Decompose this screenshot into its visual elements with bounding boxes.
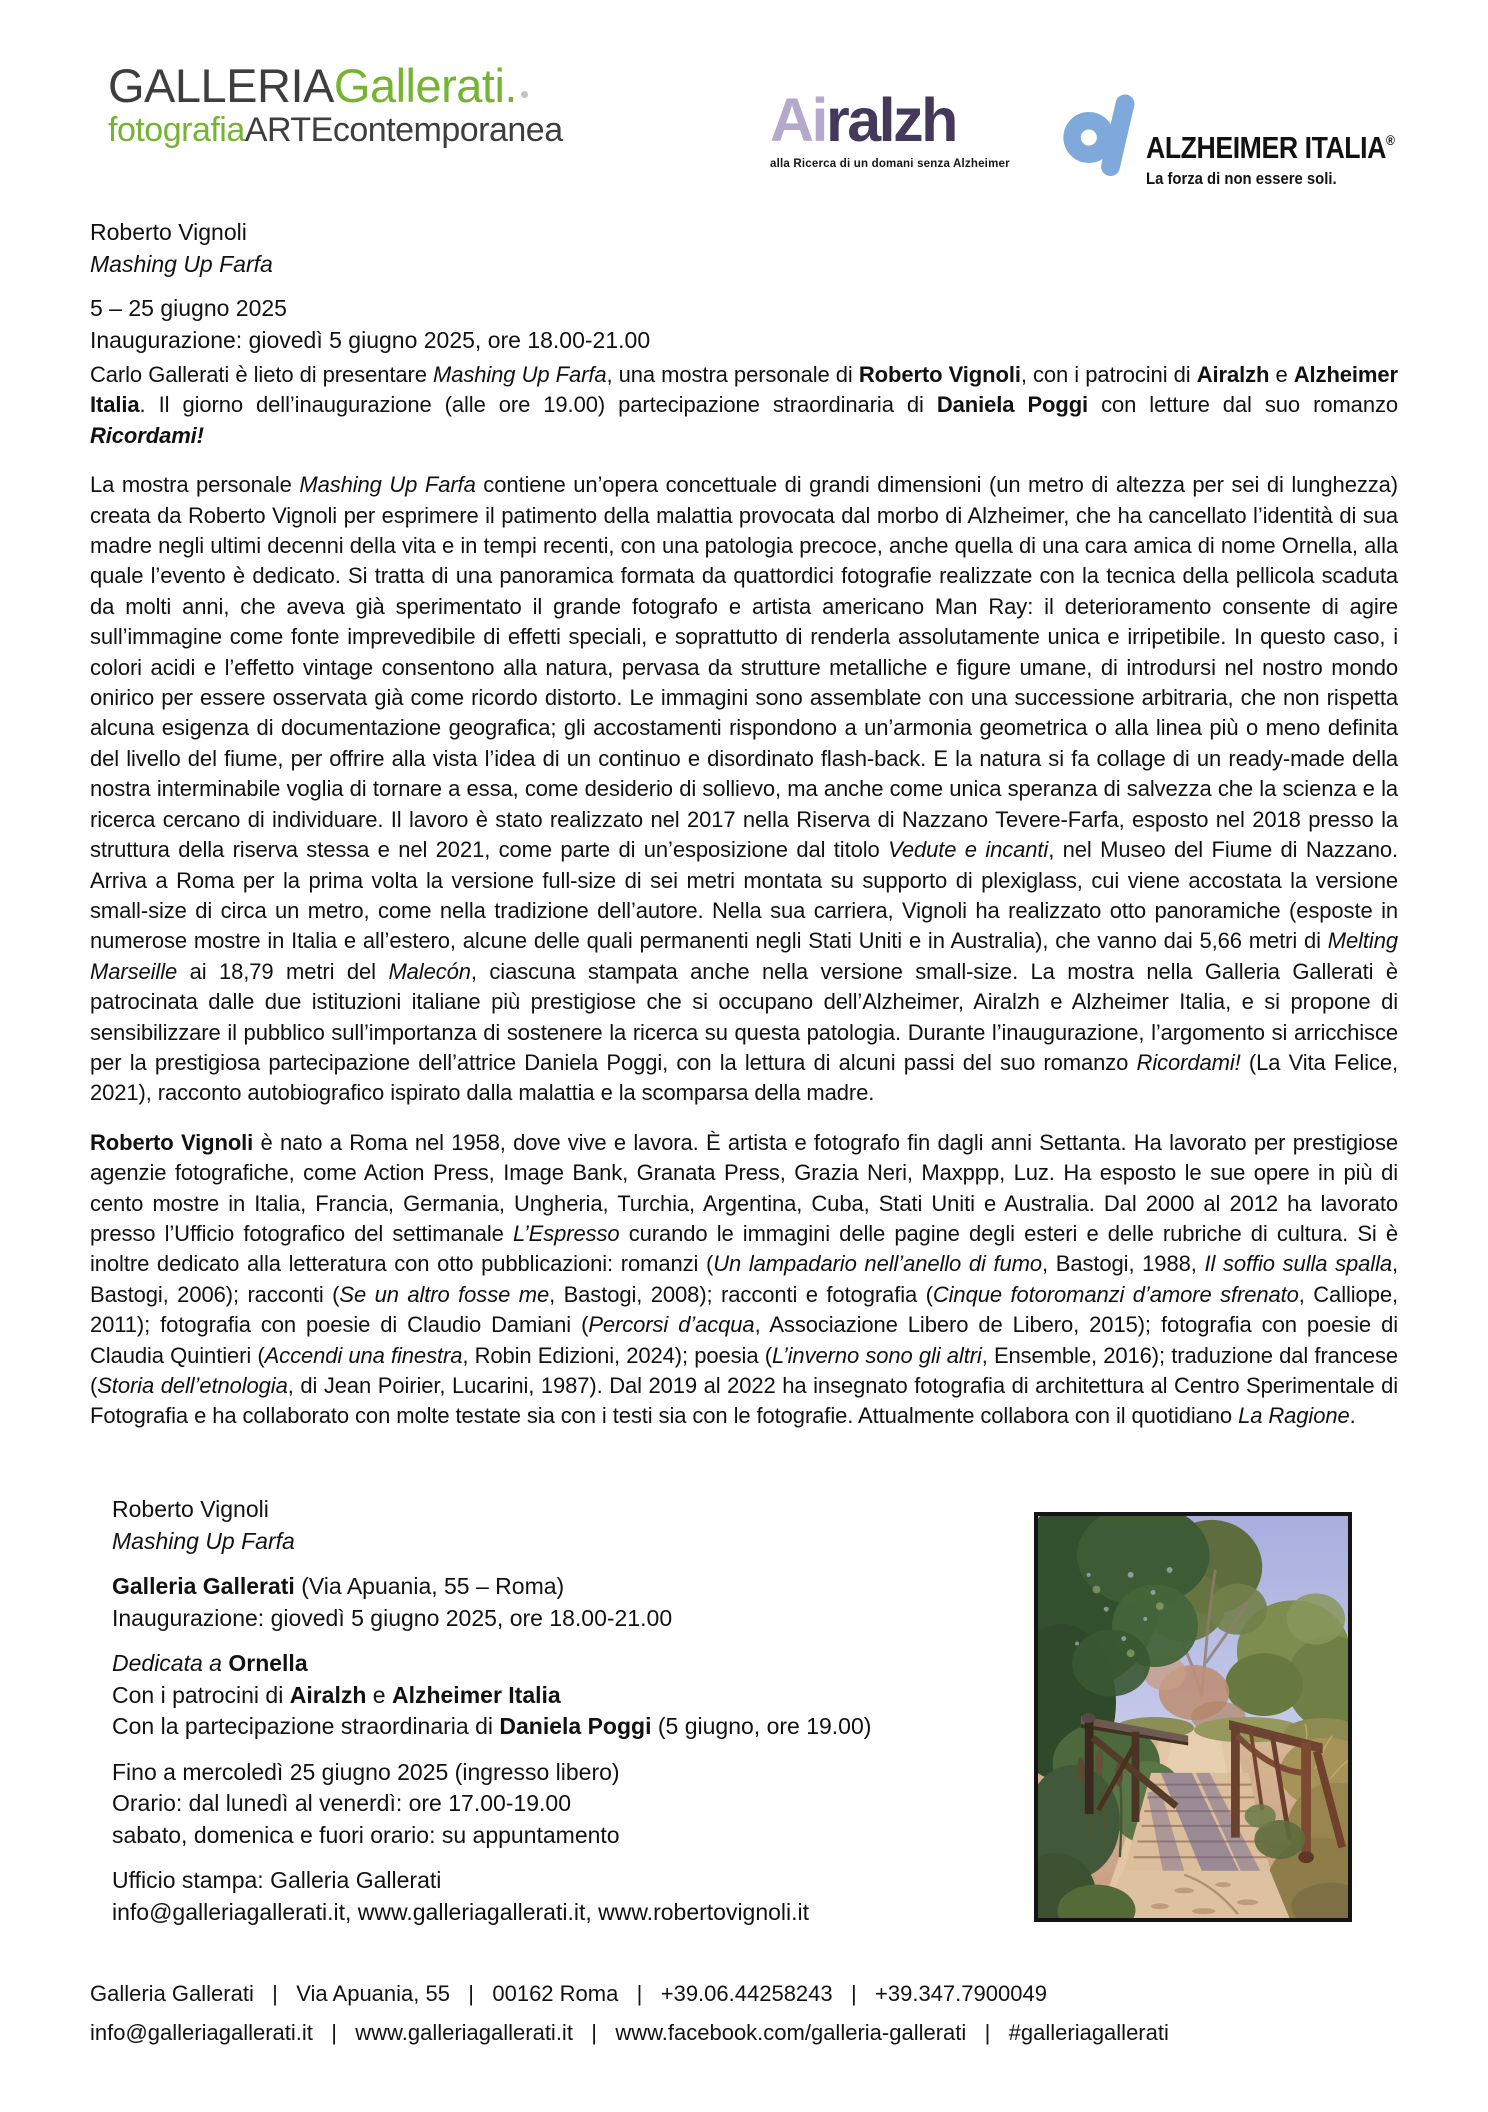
detail-opening: [112, 1603, 871, 1635]
text-segment: Mashing Up Farfa: [432, 362, 607, 387]
text-segment: e: [1269, 362, 1294, 387]
detail-venue: [112, 1571, 871, 1603]
detail-spacer: [112, 1557, 871, 1571]
text-segment: Galleria Gallerati: [112, 1573, 295, 1599]
text-segment: Inaugurazione: giovedì 5 giugno 2025, ore 18.00-21.00: [112, 1604, 673, 1631]
text-segment: , Bastogi, 1988,: [1042, 1251, 1205, 1277]
text-segment: Melting Marseille: [90, 928, 1398, 984]
alzheimer-tagline: La forza di non essere soli.: [1146, 170, 1337, 188]
text-segment: Storia dell’etnologia: [97, 1373, 288, 1398]
text-segment: (La Vita Felice, 2021), racconto autobiografico ispirato dalla malattia e la scomparsa della madre.: [90, 1049, 1398, 1106]
text-segment: Carlo Gallerati è lieto di presentare: [90, 362, 433, 387]
opening-info: Inaugurazione: giovedì 5 giugno 2025, ore 18.00-21.00: [90, 327, 651, 353]
text-segment: Malecón: [388, 958, 471, 984]
text-segment: |: [449, 1981, 493, 2006]
text-segment: ai 18,79 metri del: [177, 958, 389, 984]
bridge-path-photo: [1038, 1516, 1348, 1918]
text-segment: 00162 Roma: [492, 1981, 619, 2006]
detail-closing: [112, 1757, 871, 1789]
text-segment: (Via Apuania, 55 – Roma): [294, 1573, 565, 1599]
detail-artist-name: [112, 1494, 871, 1526]
detail-hours-weekend: [112, 1820, 871, 1852]
airalzh-logo-wordmark: [770, 86, 1006, 154]
text-segment: , Associazione Libero de Libero, 2015); fotografia con poesie di Claudia Quintieri (: [90, 1312, 1398, 1368]
text-segment: con letture dal suo romanzo: [1088, 392, 1398, 418]
text-segment: Airalzh: [1196, 362, 1270, 387]
detail-spacer: [112, 1743, 871, 1757]
text-segment: www.facebook.com/galleria-gallerati: [615, 2020, 967, 2045]
text-segment: Percorsi d’acqua: [588, 1312, 755, 1338]
text-segment: Ricordami!: [1136, 1049, 1241, 1075]
intro-paragraph: [90, 360, 1398, 451]
text-segment: Fino a mercoledì 25 giugno 2025 (ingresso libero): [112, 1758, 620, 1785]
text-segment: , ciascuna stampata anche nella versione small-size. La mostra nella Galleria Gallerati è patrocinata dalle due istituzioni italiane più prestigiose che si occupano dell’Alzheimer, Airalzh e Alzheimer Italia, e si propone di sensibilizzare il pubblico sull’importanza di sostenere la ricerca su questa patologia. Durante l’inaugurazione, l’argomento si arricchisce per la prestigiosa partecipazione dell’attrice Daniela Poggi, con la lettura di alcuni passi del suo romanzo: [90, 958, 1398, 1075]
text-segment: e: [366, 1681, 392, 1708]
text-segment: Via Apuania, 55: [296, 1981, 450, 2006]
detail-press-office: [112, 1865, 871, 1897]
text-segment: Un lampadario nell’anello di fumo: [713, 1251, 1043, 1277]
exhibition-dates: 5 – 25 giugno 2025: [90, 295, 287, 321]
footer-contact-line: [90, 1974, 1169, 2013]
text-segment: Cinque fotoromanzi d’amore sfrenato: [932, 1281, 1299, 1307]
gallerati-logo-line2: [108, 110, 563, 149]
text-segment: Roberto Vignoli: [90, 1129, 254, 1155]
text-segment: Vedute e incanti: [888, 837, 1049, 863]
text-segment: Alzheimer Italia: [391, 1681, 561, 1708]
text-segment: Alzheimer Italia: [90, 362, 1398, 418]
logo-text-arte: ARTE: [244, 110, 333, 149]
text-segment: (5 giugno, ore 19.00): [651, 1713, 872, 1739]
detail-hours: [112, 1788, 871, 1820]
text-segment: |: [618, 1981, 661, 2006]
footer-web-line: [90, 2013, 1169, 2052]
bio-paragraph: [90, 1128, 1398, 1432]
text-segment: Dedicata a: [112, 1650, 229, 1676]
text-segment: |: [832, 1981, 876, 2006]
text-segment: Mashing Up Farfa: [299, 472, 476, 498]
text-segment: .: [1349, 1403, 1356, 1429]
exhibition-photo: [1034, 1512, 1352, 1922]
text-segment: Accendi una finestra: [264, 1342, 463, 1368]
detail-participation: [112, 1711, 871, 1743]
detail-patronage: [112, 1680, 871, 1712]
text-segment: |: [312, 2020, 356, 2045]
text-segment: , una mostra personale di: [606, 362, 859, 387]
text-segment: , Robin Edizioni, 2024); poesia (: [462, 1342, 772, 1368]
logo-text-gallerati: Gallerati.: [333, 59, 517, 112]
text-segment: , Ensemble, 2016); traduzione dal francese (: [90, 1342, 1399, 1398]
text-segment: info@galleriagallerati.it, www.galleriagallerati.it, www.robertovignoli.it: [112, 1898, 810, 1925]
text-segment: Ricordami!: [90, 422, 204, 448]
alzheimer-wordmark-text: ALZHEIMER ITALIA: [1146, 130, 1386, 165]
detail-contacts: [112, 1897, 871, 1929]
text-segment: curando le immagini delle pagine degli esteri e delle rubriche di cultura. Si è inoltre dedicato alla letteratura con otto pubblicazioni: romanzi (: [90, 1220, 1399, 1277]
alzheimer-italia-logo: [1054, 86, 1435, 189]
detail-spacer: [112, 1634, 871, 1648]
logo-text-galleria: GALLERIA: [108, 59, 334, 112]
detail-dedication: [112, 1648, 871, 1680]
text-segment: L’inverno sono gli altri: [771, 1342, 982, 1368]
text-segment: |: [253, 1981, 297, 2006]
text-segment: sabato, domenica e fuori orario: su appuntamento: [112, 1821, 620, 1848]
text-segment: +39.06.44258243: [660, 1981, 833, 2006]
text-segment: Se un altro fosse me: [339, 1281, 550, 1307]
text-segment: Con la partecipazione straordinaria di: [112, 1713, 500, 1739]
text-segment: Daniela Poggi: [499, 1713, 652, 1739]
press-release-body: [90, 360, 1398, 1432]
text-segment: , con i patrocini di: [1020, 362, 1197, 387]
logo-registered-dot-icon: [521, 91, 528, 98]
exhibition-details: [112, 1494, 871, 1928]
text-segment: , Bastogi, 2006); racconti (: [90, 1251, 1399, 1307]
text-segment: Roberto Vignoli: [858, 362, 1021, 387]
text-segment: www.galleriagallerati.it: [355, 2020, 573, 2045]
alzheimer-a-icon: [1054, 86, 1136, 180]
text-segment: info@galleriagallerati.it: [90, 2020, 313, 2045]
text-segment: . Il giorno dell’inaugurazione (alle ore 19.00) partecipazione straordinaria di: [139, 392, 937, 418]
airalzh-wordmark-light: Ai: [770, 86, 826, 154]
text-segment: Ornella: [228, 1650, 308, 1676]
detail-exhibition-title: [112, 1526, 871, 1558]
airalzh-tagline: alla Ricerca di un domani senza Alzheimer: [770, 158, 1010, 170]
airalzh-logo: [770, 86, 1010, 170]
text-segment: |: [966, 2020, 1009, 2045]
text-segment: +39.347.7900049: [875, 1981, 1047, 2006]
text-segment: è nato a Roma nel 1958, dove vive e lavora. È artista e fotografo fin dagli anni Settanta. Ha lavorato per prestigiose agenzie fotografiche, come Action Press, Image Bank, Granata Press, Grazia Neri, Maxppp, Luz. Ha esposto le sue opere in più di cento mostre in Italia, Francia, Germania, Ungheria, Turchia, Argentina, Cuba, Stati Uniti e Australia. Dal 2000 al 2012 ha lavorato presso l’Ufficio fotografico del settimanale: [90, 1129, 1398, 1246]
title-block: [90, 216, 650, 356]
text-segment: , nel Museo del Fiume di Nazzano. Arriva a Roma per la prima volta la versione full-size di sei metri montata su supporto di plexiglass, cui viene accostata la versione small-size di circa un metro, come nella tradizione dell’autore. Nella sua carriera, Vignoli ha realizzato otto panoramiche (esposte in numerose mostre in Italia e all’estero, alcune delle quali permanenti negli Stati Uniti e in Australia), che vanno dai 5,66 metri di: [90, 837, 1398, 954]
footer: [90, 1974, 1169, 2052]
exhibition-title: Mashing Up Farfa: [90, 251, 273, 277]
text-segment: Ufficio stampa: Galleria Gallerati: [112, 1867, 442, 1893]
exhibition-paragraph: [90, 470, 1398, 1109]
alzheimer-logo-text: [1146, 130, 1435, 189]
text-segment: La Ragione: [1238, 1403, 1350, 1429]
text-segment: |: [572, 2020, 616, 2045]
logo-text-contemporanea: contemporanea: [332, 110, 563, 149]
text-segment: , di Jean Poirier, Lucarini, 1987). Dal 2019 al 2022 ha insegnato fotografia di architettura al Centro Sperimentale di Fotografia e ha collaborato con molte testate sia con i testi sia con le fotografie. Attualmente collabora con il quotidiano: [90, 1373, 1398, 1429]
artist-name: Roberto Vignoli: [90, 219, 247, 245]
text-segment: Mashing Up Farfa: [112, 1527, 295, 1554]
text-segment: Il soffio sulla spalla: [1204, 1251, 1392, 1277]
text-segment: La mostra personale: [90, 472, 300, 498]
galleria-gallerati-logo: [108, 59, 563, 149]
text-segment: Con i patrocini di: [112, 1681, 290, 1708]
text-segment: Roberto Vignoli: [112, 1496, 269, 1522]
detail-spacer: [112, 1851, 871, 1865]
gallerati-logo-line1: [108, 59, 563, 112]
text-segment: L’Espresso: [512, 1220, 620, 1246]
text-segment: contiene un’opera concettuale di grandi dimensioni (un metro di altezza per sei di lunghezza) creata da Roberto Vignoli per esprimere il patimento della malattia provocata dal morbo di Alzheimer, che ha cancellato l’identità di sua madre negli ultimi decenni della vita e in tempi recenti, con una patologia precoce, anche quella di una cara amica di nome Ornella, alla quale l’evento è dedicato. Si tratta di una panoramica formata da quattordici fotografie realizzate con la tecnica della pellicola scaduta da molti anni, che aveva già sperimentato il grande fotografo e artista americano Man Ray: il deterioramento consente di agire sull’immagine come fonte imprevedibile di effetti speciali, e soprattutto di renderla assolutamente unica e irripetibile. In questo caso, i colori acidi e l’effetto vintage consentono alla natura, pervasa da strutture metalliche e figure umane, di introdursi nel nostro mondo onirico per essere osservata già come ricordo distorto. Le immagini sono assemblate con una successione arbitraria, che non rispetta alcuna esigenza di documentazione geografica; gli accostamenti rispondono a un’armonia geometrica o alla linea più o meno definita del livello del fiume, per offrire alla vista l’idea di un continuo e disordinato flash-back. E la natura si fa collage di un ready-made della nostra interminabile voglia di tornare a essa, come desiderio di sollievo, ma anche come unica speranza di salvezza che la scienza e la ricerca cercano di individuare. Il lavoro è stato realizzato nel 2017 nella Riserva di Nazzano Tevere-Farfa, esposto nel 2018 presso la struttura della riserva stessa e nel 2021, come parte di un’esposizione dal titolo: [90, 472, 1398, 863]
text-segment: Galleria Gallerati: [90, 1981, 254, 2006]
airalzh-wordmark-dark: ralzh: [826, 86, 956, 154]
text-segment: , Calliope, 2011); fotografia con poesie di Claudio Damiani (: [90, 1281, 1398, 1338]
alzheimer-wordmark: [1146, 130, 1394, 166]
registered-mark: ®: [1385, 132, 1395, 148]
logo-text-fotografia: fotografia: [108, 110, 245, 149]
text-segment: Orario: dal lunedì al venerdì: ore 17.00-19.00: [112, 1790, 572, 1816]
text-segment: Airalzh: [289, 1681, 367, 1708]
text-segment: , Bastogi, 2008); racconti e fotografia (: [549, 1281, 933, 1307]
text-segment: Daniela Poggi: [936, 392, 1089, 418]
text-segment: #galleriagallerati: [1008, 2020, 1169, 2045]
